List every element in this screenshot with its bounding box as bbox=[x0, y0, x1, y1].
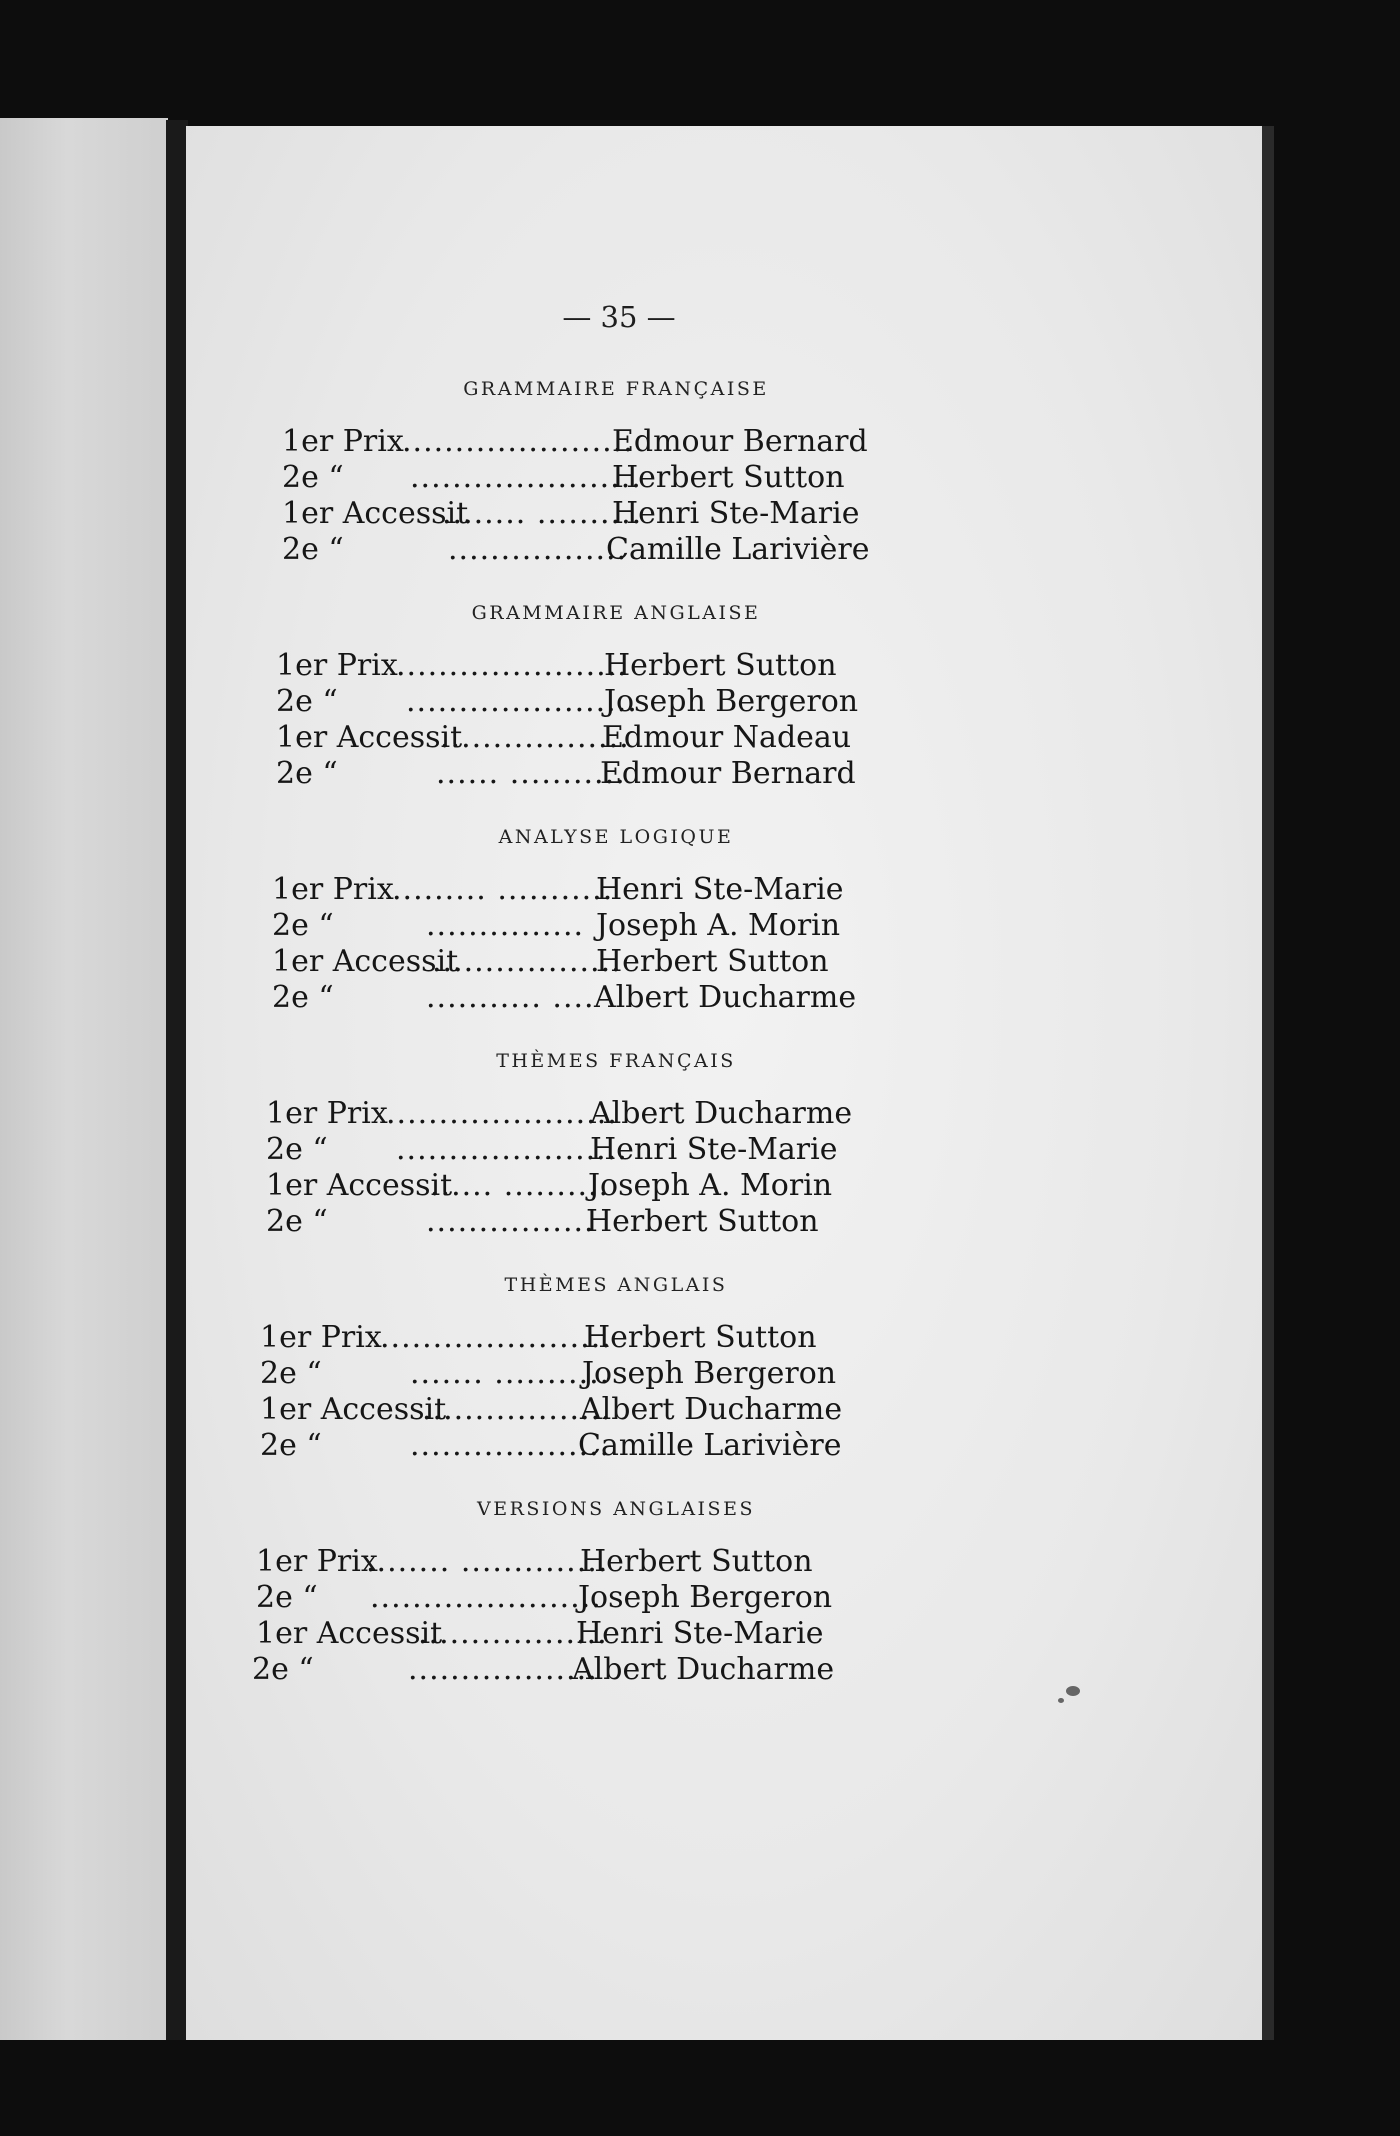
dot-leader: ....... ........... bbox=[410, 1356, 611, 1391]
prize-rank: 1er Prix bbox=[276, 648, 398, 683]
dot-leader: .................. bbox=[422, 1392, 612, 1427]
prize-rank: 2e “ bbox=[260, 1356, 322, 1391]
recipient-name: Joseph A. Morin bbox=[596, 908, 841, 943]
prize-entry bbox=[186, 1392, 1264, 1426]
recipient-name: Joseph Bergeron bbox=[578, 1580, 833, 1615]
recipient-name: Henri Ste-Marie bbox=[590, 1132, 838, 1167]
book-spine bbox=[166, 120, 188, 2040]
recipient-name: Herbert Sutton bbox=[612, 460, 845, 495]
prize-rank: 2e “ bbox=[276, 684, 338, 719]
prize-rank: 2e “ bbox=[276, 756, 338, 791]
prize-rank: 1er Prix bbox=[266, 1096, 388, 1131]
prize-entry bbox=[186, 944, 1264, 978]
page-edge-shadow bbox=[1262, 126, 1274, 2040]
dot-leader: ...... ........... bbox=[436, 756, 626, 791]
dot-leader: ...................... bbox=[386, 1096, 618, 1131]
prize-rank: 2e “ bbox=[252, 1652, 314, 1687]
dot-leader: ...................... bbox=[406, 684, 638, 719]
recipient-name: Henri Ste-Marie bbox=[612, 496, 860, 531]
prize-entry bbox=[186, 1096, 1264, 1130]
section-title: ANALYSE LOGIQUE bbox=[498, 826, 734, 848]
facing-page-edge bbox=[0, 118, 168, 2040]
prize-rank: 1er Accessit bbox=[276, 720, 463, 755]
prize-entry bbox=[186, 460, 1264, 494]
recipient-name: Camille Larivière bbox=[578, 1428, 842, 1463]
prize-entry bbox=[186, 648, 1264, 682]
recipient-name: Joseph A. Morin bbox=[588, 1168, 833, 1203]
dot-leader: ........... .... bbox=[426, 980, 595, 1015]
prize-entry bbox=[186, 1544, 1264, 1578]
dot-leader: .................. bbox=[408, 1652, 598, 1687]
prize-rank: 2e “ bbox=[272, 908, 334, 943]
recipient-name: Herbert Sutton bbox=[604, 648, 837, 683]
section-title: VERSIONS ANGLAISES bbox=[477, 1498, 755, 1520]
prize-rank: 1er Prix bbox=[272, 872, 394, 907]
prize-entry bbox=[186, 496, 1264, 530]
section-title: GRAMMAIRE ANGLAISE bbox=[471, 602, 761, 624]
dot-leader: ................ bbox=[426, 1204, 595, 1239]
prize-rank: 1er Accessit bbox=[266, 1168, 453, 1203]
prize-entry bbox=[186, 1204, 1264, 1238]
prize-entry bbox=[186, 1580, 1264, 1614]
recipient-name: Edmour Bernard bbox=[612, 424, 868, 459]
prize-entry bbox=[186, 1168, 1264, 1202]
prize-rank: 2e “ bbox=[256, 1580, 318, 1615]
prize-rank: 2e “ bbox=[282, 532, 344, 567]
recipient-name: Albert Ducharme bbox=[594, 980, 857, 1015]
recipient-name: Henri Ste-Marie bbox=[576, 1616, 824, 1651]
recipient-name: Herbert Sutton bbox=[586, 1204, 819, 1239]
recipient-name: Albert Ducharme bbox=[572, 1652, 835, 1687]
recipient-name: Albert Ducharme bbox=[590, 1096, 853, 1131]
prize-rank: 1er Accessit bbox=[256, 1616, 443, 1651]
dot-leader: ...................... bbox=[380, 1320, 612, 1355]
page-number: — 35 — bbox=[562, 300, 676, 334]
recipient-name: Herbert Sutton bbox=[596, 944, 829, 979]
prize-entry bbox=[186, 872, 1264, 906]
dot-leader: ................... bbox=[410, 1428, 611, 1463]
prize-entry bbox=[186, 1132, 1264, 1166]
prize-rank: 1er Prix bbox=[260, 1320, 382, 1355]
section-title: THÈMES ANGLAIS bbox=[504, 1274, 728, 1296]
prize-entry bbox=[186, 1356, 1264, 1390]
prize-entry bbox=[186, 908, 1264, 942]
prize-rank: 2e “ bbox=[266, 1132, 328, 1167]
recipient-name: Herbert Sutton bbox=[580, 1544, 813, 1579]
dot-leader: ...................... bbox=[410, 460, 642, 495]
dot-leader: .................. bbox=[418, 1616, 608, 1651]
prize-rank: 1er Prix bbox=[256, 1544, 378, 1579]
recipient-name: Joseph Bergeron bbox=[582, 1356, 837, 1391]
prize-rank: 1er Accessit bbox=[272, 944, 459, 979]
prize-entry bbox=[186, 532, 1264, 566]
prize-entry bbox=[186, 424, 1264, 458]
ink-smudge bbox=[1066, 1686, 1080, 1696]
prize-entry bbox=[186, 756, 1264, 790]
prize-entry bbox=[186, 1428, 1264, 1462]
dot-leader: ............... bbox=[426, 908, 585, 943]
prize-rank: 2e “ bbox=[272, 980, 334, 1015]
prize-rank: 2e “ bbox=[266, 1204, 328, 1239]
recipient-name: Herbert Sutton bbox=[584, 1320, 817, 1355]
recipient-name: Joseph Bergeron bbox=[604, 684, 859, 719]
prize-rank: 2e “ bbox=[260, 1428, 322, 1463]
prize-entry bbox=[186, 720, 1264, 754]
recipient-name: Edmour Nadeau bbox=[602, 720, 852, 755]
dot-leader: ........ .............. bbox=[366, 1544, 609, 1579]
prize-rank: 1er Accessit bbox=[282, 496, 469, 531]
book-page bbox=[186, 126, 1264, 2040]
recipient-name: Albert Ducharme bbox=[580, 1392, 843, 1427]
dot-leader: ...... .......... bbox=[430, 1168, 610, 1203]
dot-leader: .................. bbox=[432, 944, 622, 979]
dot-leader: ........ .......... bbox=[442, 496, 643, 531]
ink-speck bbox=[1058, 1698, 1064, 1703]
recipient-name: Camille Larivière bbox=[606, 532, 870, 567]
prize-entry bbox=[186, 1616, 1264, 1650]
prize-rank: 1er Prix bbox=[282, 424, 404, 459]
dot-leader: ......... ........... bbox=[392, 872, 614, 907]
section-title: THÈMES FRANÇAIS bbox=[496, 1050, 736, 1072]
section-title: GRAMMAIRE FRANÇAISE bbox=[463, 378, 769, 400]
prize-entry bbox=[186, 1652, 1264, 1686]
dot-leader: ...................... bbox=[396, 1132, 628, 1167]
prize-entry bbox=[186, 684, 1264, 718]
recipient-name: Edmour Bernard bbox=[600, 756, 856, 791]
prize-rank: 2e “ bbox=[282, 460, 344, 495]
recipient-name: Henri Ste-Marie bbox=[596, 872, 844, 907]
prize-rank: 1er Accessit bbox=[260, 1392, 447, 1427]
dot-leader: ...................... bbox=[370, 1580, 602, 1615]
dot-leader: ...................... bbox=[396, 648, 628, 683]
prize-entry bbox=[186, 1320, 1264, 1354]
dot-leader: .................. bbox=[440, 720, 630, 755]
dot-leader: ................. bbox=[448, 532, 628, 567]
dot-leader: ...................... bbox=[402, 424, 634, 459]
prize-entry bbox=[186, 980, 1264, 1014]
